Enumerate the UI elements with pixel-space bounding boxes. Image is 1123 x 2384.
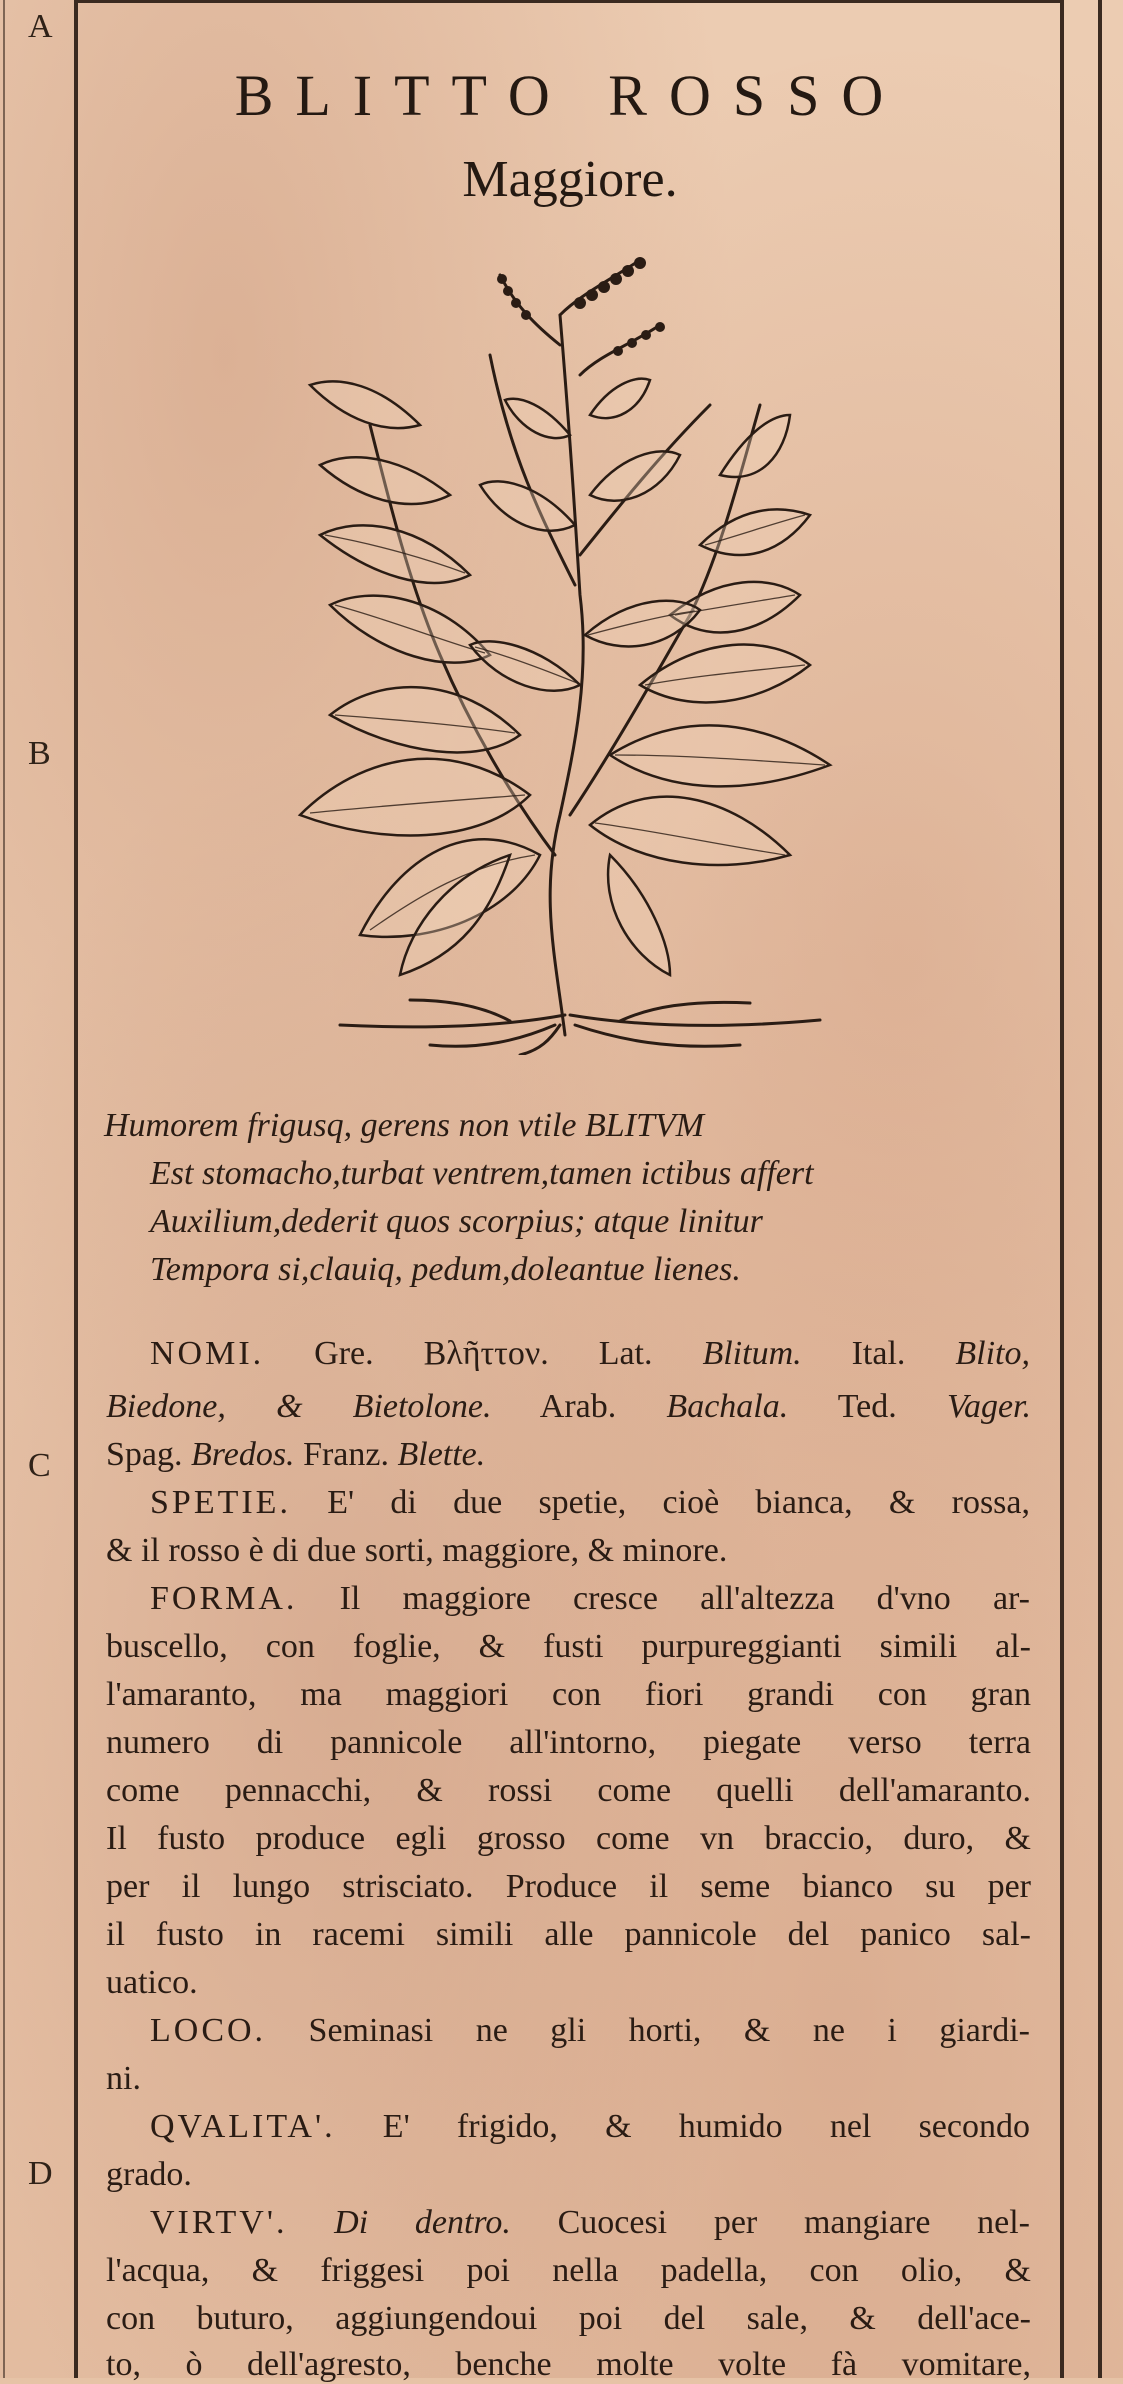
text-line	[106, 1388, 1031, 1426]
text-line: buscello, con foglie, & fusti purpureggianti simili al-	[106, 1628, 1031, 1665]
margin-letter-b: B	[28, 735, 51, 772]
verse-line-1: Humorem frigusq, gerens non vtile BLITVM	[104, 1107, 704, 1144]
inline-text: Franz.	[294, 1436, 398, 1473]
plant-woodcut-icon	[290, 255, 860, 1055]
inline-text: Ital.	[801, 1335, 956, 1372]
left-edge-rule	[3, 0, 5, 2378]
inline-text: E' frigido, & humido nel secondo	[335, 2108, 1030, 2145]
section-heading-forma: FORMA.	[150, 1580, 298, 1617]
margin-letter-c: C	[28, 1447, 51, 1484]
text-line: grado.	[106, 2156, 192, 2193]
section-heading-nomi: NOMI.	[150, 1335, 265, 1372]
text-line: per il lungo strisciato. Produce il seme bianco su per	[106, 1868, 1031, 1905]
right-margin-rule	[1060, 0, 1064, 2378]
inline-text: Arab.	[491, 1388, 667, 1425]
text-line: ni.	[106, 2060, 141, 2097]
inline-italic: Blito,	[955, 1335, 1030, 1372]
text-line: con buturo, aggiungendoui poi del sale, & dell'ace-	[106, 2300, 1031, 2337]
text-line-nomi	[150, 1335, 1030, 1373]
text-line: il fusto in racemi simili alle pannicole del panico sal-	[106, 1916, 1031, 1953]
inline-italic: Blitum.	[702, 1335, 802, 1372]
text-line-qualita	[150, 2108, 1030, 2146]
section-heading-virtu: VIRTV'.	[150, 2204, 288, 2241]
text-line: l'acqua, & friggesi poi nella padella, con olio, &	[106, 2252, 1031, 2289]
text-line: uatico.	[106, 1964, 198, 2001]
text-line: come pennacchi, & rossi come quelli dell'amaranto.	[106, 1772, 1031, 1809]
text-line-virtu	[150, 2204, 1030, 2242]
inline-italic: Bredos.	[191, 1436, 295, 1473]
verse-line-2: Est stomacho,turbat ventrem,tamen ictibus affert	[150, 1155, 814, 1192]
inline-text: Gre. Βλῆττον. Lat.	[264, 1335, 703, 1372]
text-line	[106, 1436, 1031, 1474]
page-subtitle: Maggiore.	[462, 151, 678, 208]
inline-italic: Blette.	[397, 1436, 486, 1473]
text-line-loco	[150, 2012, 1030, 2050]
inline-text: E' di due spetie, cioè bianca, & rossa,	[290, 1484, 1030, 1521]
verse-line-4: Tempora si,clauiq, pedum,doleantue lienes.	[150, 1251, 741, 1288]
page-title: BLITTO ROSSO	[234, 63, 906, 128]
inline-italic: Di dentro.	[287, 2204, 511, 2241]
inline-italic: Biedone, & Bietolone.	[106, 1388, 492, 1425]
inline-text: Spag.	[106, 1436, 191, 1473]
text-line: numero di pannicole all'intorno, piegate verso terra	[106, 1724, 1031, 1761]
outer-right-rule	[1098, 0, 1102, 2378]
margin-letter-a: A	[28, 8, 53, 45]
section-heading-spetie: SPETIE.	[150, 1484, 291, 1521]
inline-italic: Bachala.	[666, 1388, 789, 1425]
inline-text: Ted.	[788, 1388, 947, 1425]
section-heading-loco: LOCO.	[150, 2012, 267, 2049]
text-line-spetie	[150, 1484, 1030, 1522]
text-line: to, ò dell'agresto, benche molte volte fà vomitare,	[106, 2346, 1031, 2383]
margin-letter-d: D	[28, 2155, 53, 2192]
verse-line-3: Auxilium,dederit quos scorpius; atque linitur	[150, 1203, 763, 1240]
inline-text: Il maggiore cresce all'altezza d'vno ar-	[297, 1580, 1030, 1617]
text-line: Il fusto produce egli grosso come vn braccio, duro, &	[106, 1820, 1031, 1857]
text-line: l'amaranto, ma maggiori con fiori grandi con gran	[106, 1676, 1031, 1713]
inline-text: Cuocesi per mangiare nel-	[510, 2204, 1030, 2241]
inline-italic: Vager.	[946, 1388, 1032, 1425]
inline-text: Seminasi ne gli horti, & ne i giardi-	[266, 2012, 1030, 2049]
top-rule	[74, 0, 1064, 3]
left-margin-rule	[74, 0, 78, 2378]
text-line: & il rosso è di due sorti, maggiore, & minore.	[106, 1532, 728, 1569]
text-line-forma	[150, 1580, 1030, 1618]
section-heading-qualita: QVALITA'.	[150, 2108, 336, 2145]
